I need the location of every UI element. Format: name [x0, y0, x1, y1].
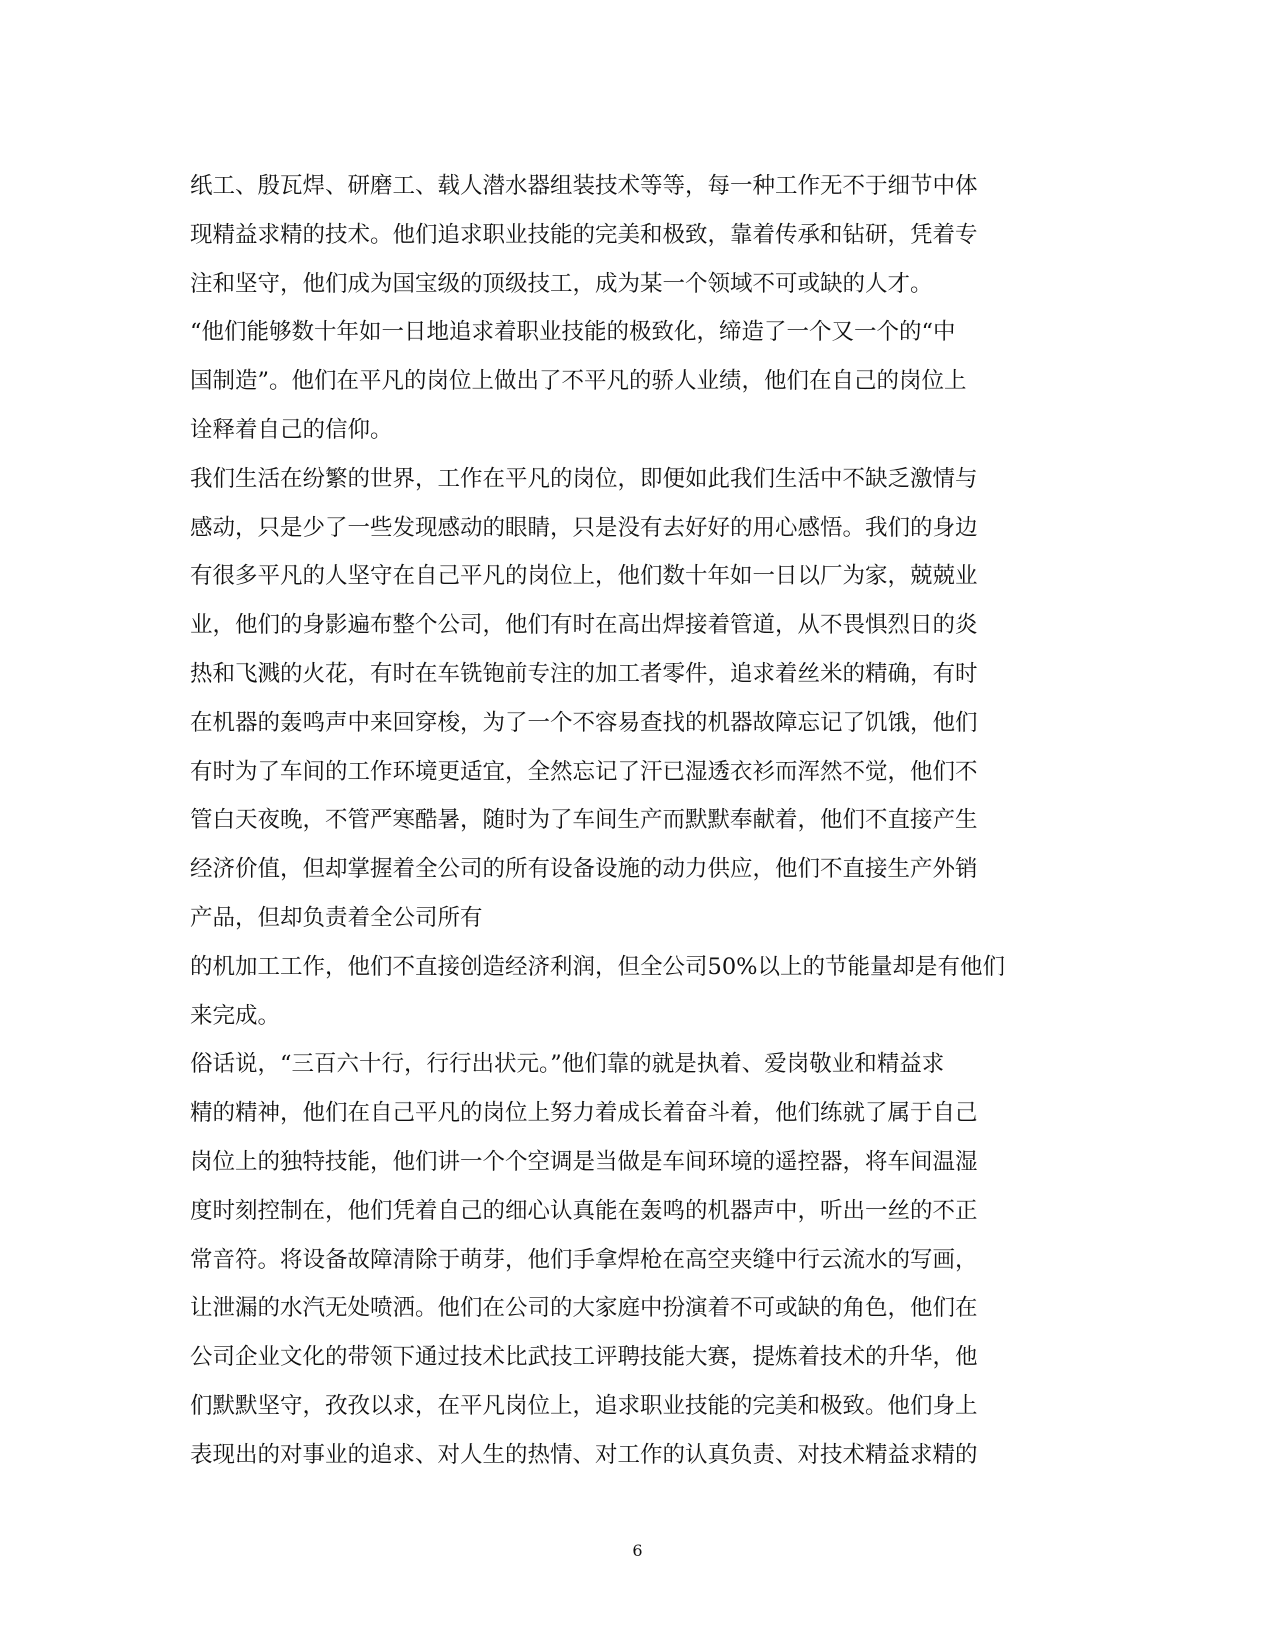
text-line: 公司企业文化的带领下通过技术比武技工评聘技能大赛，提炼着技术的升华，他: [190, 1344, 978, 1371]
text-line: 在机器的轰鸣声中来回穿梭，为了一个不容易查找的机器故障忘记了饥饿，他们: [190, 709, 978, 736]
text-line: 纸工、殷瓦焊、研磨工、载人潜水器组装技术等等，每一种工作无不于细节中体: [190, 173, 978, 199]
text-line: 有很多平凡的人坚守在自己平凡的岗位上，他们数十年如一日以厂为家，兢兢业: [190, 563, 978, 590]
text-line: 注和坚守，他们成为国宝级的顶级技工，成为某一个领域不可或缺的人才。: [190, 270, 933, 297]
text-line: 国制造”。他们在平凡的岗位上做出了不平凡的骄人业绩，他们在自己的岗位上: [190, 368, 967, 395]
text-line: 来完成。: [190, 1002, 281, 1029]
text-line: “他们能够数十年如一日地追求着职业技能的极致化，缔造了一个又一个的“中: [190, 319, 956, 346]
text-line: 感动，只是少了一些发现感动的眼睛，只是没有去好好的用心感悟。我们的身边: [190, 514, 978, 541]
text-line: 俗话说，“三百六十行，行行出状元。”他们靠的就是执着、爱岗敬业和精益求: [190, 1051, 945, 1078]
text-line: 我们生活在纷繁的世界，工作在平凡的岗位，即便如此我们生活中不缺乏激情与: [190, 465, 978, 492]
page-number: 6: [632, 1541, 643, 1560]
body-text: [190, 162, 1080, 1480]
text-line: 岗位上的独特技能，他们讲一个个空调是当做是车间环境的遥控器，将车间温湿: [190, 1148, 978, 1175]
text-line: 现精益求精的技术。他们追求职业技能的完美和极致，靠着传承和钻研，凭着专: [190, 221, 978, 248]
text-line: 常音符。将设备故障清除于萌芽，他们手拿焊枪在高空夹缝中行云流水的写画，: [190, 1246, 978, 1273]
text-line: 业，他们的身影遍布整个公司，他们有时在高出焊接着管道，从不畏惧烈日的炎: [190, 612, 978, 639]
text-line: 热和飞溅的火花，有时在车铣铇前专注的加工者零件，追求着丝米的精确，有时: [190, 660, 978, 687]
text-line: 度时刻控制在，他们凭着自己的细心认真能在轰鸣的机器声中，听出一丝的不正: [190, 1197, 978, 1224]
text-line: 诠释着自己的信仰。: [190, 416, 393, 443]
text-line: 的机加工工作，他们不直接创造经济利润，但全公司50%以上的节能量却是有他们: [190, 953, 1006, 980]
text-line: 们默默坚守，孜孜以求，在平凡岗位上，追求职业技能的完美和极致。他们身上: [190, 1392, 978, 1419]
text-line: 管白天夜晚，不管严寒酷暑，随时为了车间生产而默默奉献着，他们不直接产生: [190, 807, 978, 834]
text-line: 产品，但却负责着全公司所有: [190, 904, 483, 931]
text-line: 有时为了车间的工作环境更适宜，全然忘记了汗已湿透衣衫而浑然不觉，他们不: [190, 758, 978, 785]
text-line: 精的精神，他们在自己平凡的岗位上努力着成长着奋斗着，他们练就了属于自己: [190, 1100, 978, 1127]
text-line: 表现出的对事业的追求、对人生的热情、对工作的认真负责、对技术精益求精的: [190, 1441, 978, 1468]
text-line: 让泄漏的水汽无处喷洒。他们在公司的大家庭中扮演着不可或缺的角色，他们在: [190, 1295, 978, 1322]
text-line: 经济价值，但却掌握着全公司的所有设备设施的动力供应，他们不直接生产外销: [190, 856, 978, 883]
